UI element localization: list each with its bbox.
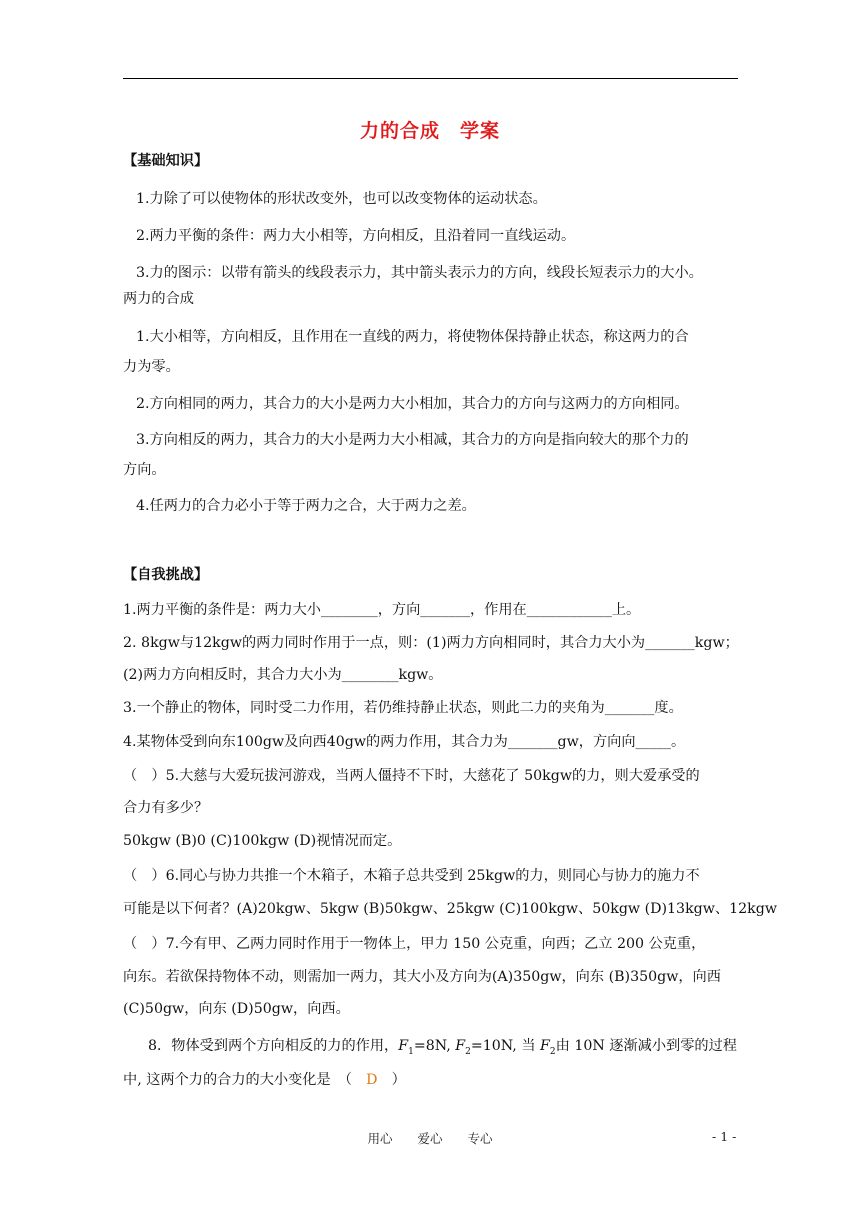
compose-subheading: 两力的合成 bbox=[123, 291, 194, 307]
basic-item-3: 3.力的图示：以带有箭头的线段表示力，其中箭头表示力的方向，线段长短表示力的大小。 bbox=[136, 265, 703, 281]
challenge-q7c: (C)50gw，向东 (D)50gw，向西。 bbox=[123, 1001, 350, 1017]
q8-line2: 中, 这两个力的合力的大小变化是 （ bbox=[123, 1072, 367, 1088]
challenge-q2a: 2. 8kgw与12kgw的两力同时作用于一点，则：(1)两力方向相同时，其合力大小为_______kgw； bbox=[123, 635, 739, 651]
q8-f2-symbol: F bbox=[455, 1038, 466, 1054]
challenge-q8b bbox=[123, 1070, 406, 1090]
challenge-q1: 1.两力平衡的条件是：两力大小________，方向_______，作用在____________上。 bbox=[123, 602, 641, 618]
q8-close: ） bbox=[377, 1072, 406, 1088]
q8-f2-sub: 2 bbox=[465, 1046, 471, 1057]
challenge-q5-options: 50kgw (B)0 (C)100kgw (D)视情况而定。 bbox=[123, 833, 402, 849]
q8-f1-value: =8N, bbox=[413, 1038, 456, 1054]
challenge-q2b: (2)两力方向相反时，其合力大小为________kgw。 bbox=[123, 667, 443, 683]
q8-f1-sub: 1 bbox=[408, 1046, 414, 1057]
page-title: 力的合成 学案 bbox=[359, 120, 500, 142]
challenge-q7a: （ ）7.今有甲、乙两力同时作用于一物体上，甲力 150 公克重，向西；乙立 200 公克重， bbox=[123, 936, 706, 952]
challenge-q7b: 向东。若欲保持物体不动，则需加一两力，其大小及方向为(A)350gw，向东 (B)350gw，向西 bbox=[123, 969, 721, 985]
page-footer: 用心 爱心 专心 bbox=[367, 1131, 493, 1146]
q8-lead: 8．物体受到两个方向相反的力的作用， bbox=[148, 1038, 399, 1054]
q8-f2b-sub: 2 bbox=[549, 1046, 556, 1057]
compose-item-3b: 方向。 bbox=[123, 462, 166, 478]
compose-item-3a: 3.方向相反的两力，其合力的大小是两力大小相减，其合力的方向是指向较大的那个力的 bbox=[136, 432, 689, 448]
q8-answer: D bbox=[366, 1072, 378, 1088]
compose-item-1b: 力为零。 bbox=[123, 359, 180, 375]
compose-item-1a: 1.大小相等，方向相反，且作用在一直线的两力，将使物体保持静止状态，称这两力的合 bbox=[136, 329, 689, 345]
q8-f1-symbol: F bbox=[398, 1038, 409, 1054]
challenge-q5b: 合力有多少？ bbox=[123, 800, 209, 816]
challenge-q5a: （ ）5.大慈与大爱玩拔河游戏，当两人僵持不下时，大慈花了 50kgw的力，则大爱承受的 bbox=[123, 768, 700, 784]
challenge-q6b: 可能是以下何者？(A)20kgw、5kgw (B)50kgw、25kgw (C)100kgw、50kgw (D)13kgw、12kgw bbox=[123, 901, 777, 917]
compose-item-2: 2.方向相同的两力，其合力的大小是两力大小相加，其合力的方向与这两力的方向相同。 bbox=[136, 396, 689, 412]
compose-item-4: 4.任两力的合力必小于等于两力之合，大于两力之差。 bbox=[136, 498, 476, 514]
header-rule bbox=[123, 78, 738, 79]
basic-item-2: 2.两力平衡的条件：两力大小相等，方向相反，且沿着同一直线运动。 bbox=[136, 228, 576, 244]
section-challenge-heading: 【自我挑战】 bbox=[123, 567, 209, 583]
basic-item-1: 1.力除了可以使物体的形状改变外，也可以改变物体的运动状态。 bbox=[136, 191, 547, 207]
q8-tail: 由 10N 逐渐减小到零的过程 bbox=[555, 1038, 737, 1054]
challenge-q8a bbox=[148, 1036, 737, 1062]
page-number: - 1 - bbox=[712, 1129, 737, 1144]
q8-f2-value: =10N, 当 bbox=[470, 1038, 541, 1054]
q8-f2b-symbol: F bbox=[540, 1038, 550, 1054]
challenge-q4: 4.某物体受到向东100gw及向西40gw的两力作用，其合力为_______gw，方向向_____。 bbox=[123, 734, 686, 750]
section-basic-heading: 【基础知识】 bbox=[123, 153, 209, 169]
challenge-q6a: （ ）6.同心与协力共推一个木箱子，木箱子总共受到 25kgw的力，则同心与协力的施力不 bbox=[123, 868, 700, 884]
challenge-q3: 3.一个静止的物体，同时受二力作用，若仍维持静止状态，则此二力的夹角为_______度。 bbox=[123, 700, 683, 716]
